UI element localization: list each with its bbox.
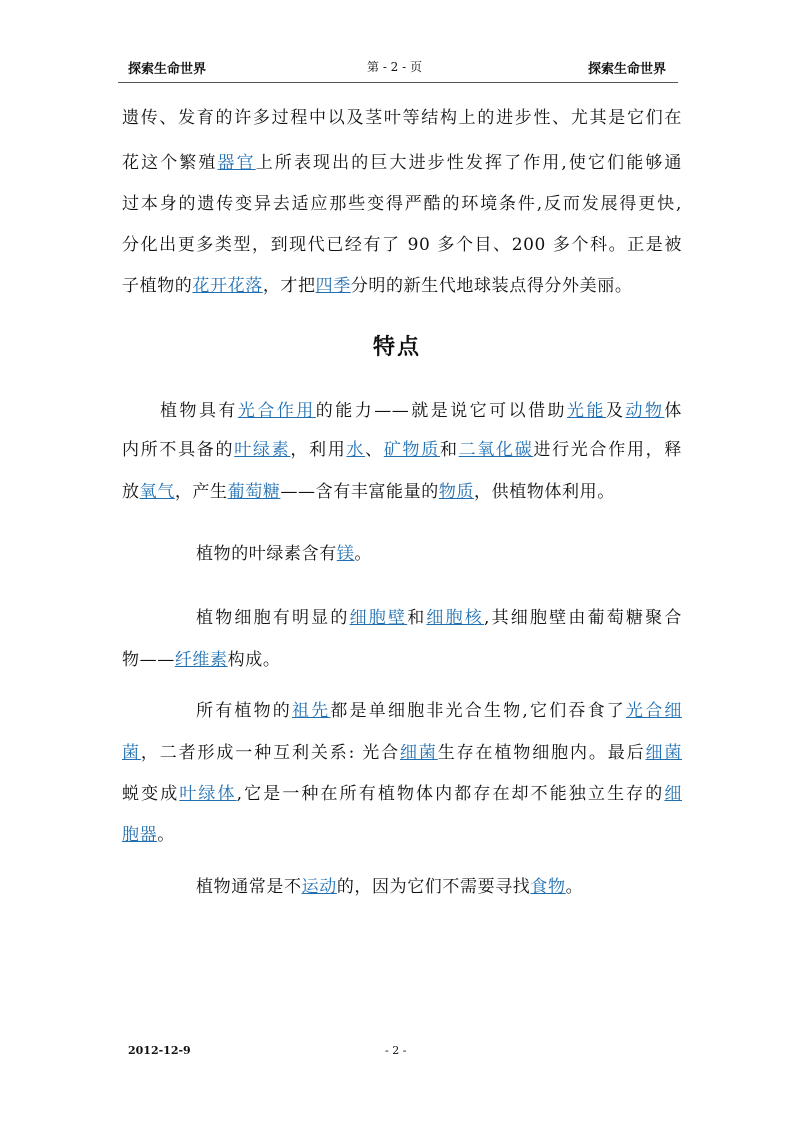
link-organ[interactable]: 器官 — [217, 153, 256, 173]
text: 及 — [605, 401, 626, 421]
header-title-left: 探索生命世界 — [128, 62, 207, 77]
text: 和 — [407, 608, 427, 628]
text: 子植物的 — [122, 276, 193, 296]
link-oxygen[interactable]: 氧气 — [139, 482, 175, 502]
paragraph-1-line-1 — [122, 107, 682, 129]
link-nucleus[interactable]: 细胞核 — [426, 608, 484, 628]
text: 进行光合作用，释 — [533, 440, 682, 460]
text: ,它是一种在所有植物体内都存在却不能独立生存的 — [236, 784, 665, 804]
section-heading: 特点 — [372, 334, 421, 360]
header-page-number: 第 - 2 - 页 — [367, 60, 423, 74]
text: 植物的叶绿素含有 — [196, 544, 337, 564]
text: 植物通常是不 — [196, 877, 302, 897]
header-title-right: 探索生命世界 — [588, 62, 667, 77]
link-photosynthetic-bacteria[interactable]: 光合细 — [626, 701, 682, 721]
link-carbon-dioxide[interactable]: 二氧化碳 — [458, 440, 534, 460]
link-substance[interactable]: 物质 — [438, 482, 475, 502]
link-bacteria-cont[interactable]: 菌 — [122, 743, 141, 763]
link-ancestor[interactable]: 祖先 — [292, 701, 331, 721]
text: 。 — [157, 825, 175, 845]
text: 物—— — [122, 650, 175, 670]
text: 分明的新生代地球装点得分外美丽。 — [350, 276, 633, 296]
paragraph-1-line-5 — [122, 275, 682, 297]
text: ，二者形成一种互利关系: 光合 — [140, 743, 400, 763]
link-organelle-cont[interactable]: 胞器 — [122, 825, 158, 845]
text: ,其细胞壁由葡萄糖聚合 — [483, 608, 682, 628]
paragraph-1-line-4 — [122, 234, 682, 256]
text: 放 — [122, 482, 140, 502]
link-light-energy[interactable]: 光能 — [567, 401, 606, 421]
paragraph-5-line-4 — [122, 824, 682, 846]
link-photosynthesis[interactable]: 光合作用 — [237, 401, 316, 421]
footer-page-number: - 2 - — [385, 1044, 407, 1057]
paragraph-5-line-1 — [196, 700, 682, 722]
text: 的能力——就是说它可以借助 — [315, 401, 568, 421]
text: 分化出更多类型，到现代已经有了 90 多个目、200 多个科。正是被 — [122, 235, 682, 255]
link-glucose[interactable]: 葡萄糖 — [227, 482, 281, 502]
paragraph-2-line-1 — [160, 400, 682, 422]
link-cellulose[interactable]: 纤维素 — [174, 650, 228, 670]
link-cell-wall[interactable]: 细胞壁 — [349, 608, 408, 628]
paragraph-1-line-3 — [122, 193, 682, 215]
text: 构成。 — [227, 650, 281, 670]
text: ——含有丰富能量的 — [280, 482, 439, 502]
link-bacteria[interactable]: 细菌 — [400, 743, 438, 763]
link-organelle[interactable]: 细 — [664, 784, 682, 804]
link-magnesium[interactable]: 镁 — [336, 544, 355, 564]
paragraph-5-line-3 — [122, 783, 682, 805]
text: 体 — [664, 401, 683, 421]
paragraph-2-line-2 — [122, 439, 682, 461]
text: 。 — [354, 544, 373, 564]
paragraph-3 — [196, 543, 682, 565]
text: 都是单细胞非光合生物,它们吞食了 — [330, 701, 626, 721]
link-flowers-bloom-fall[interactable]: 花开花落 — [192, 276, 263, 296]
paragraph-4-line-2 — [122, 649, 682, 671]
link-chloroplast[interactable]: 叶绿体 — [179, 784, 237, 804]
text: 内所不具备的 — [122, 440, 235, 460]
paragraph-4-line-1 — [196, 607, 682, 629]
link-bacteria-2[interactable]: 细菌 — [645, 743, 682, 763]
text: 上所表现出的巨大进步性发挥了作用,使它们能够通 — [255, 153, 683, 173]
link-minerals[interactable]: 矿物质 — [383, 440, 440, 460]
text: ，才把 — [262, 276, 316, 296]
link-four-seasons[interactable]: 四季 — [315, 276, 351, 296]
paragraph-5-line-2 — [122, 742, 682, 764]
paragraph-6 — [196, 876, 682, 898]
link-food[interactable]: 食物 — [530, 877, 566, 897]
text: 蜕变成 — [122, 784, 180, 804]
paragraph-2-line-3 — [122, 481, 682, 503]
header-divider — [118, 82, 678, 83]
text: ，利用 — [290, 440, 347, 460]
text: 遗传、发育的许多过程中以及茎叶等结构上的进步性、尤其是它们在 — [122, 108, 682, 128]
link-chlorophyll[interactable]: 叶绿素 — [234, 440, 291, 460]
link-movement[interactable]: 运动 — [301, 877, 337, 897]
text: 。 — [565, 877, 584, 897]
link-water[interactable]: 水 — [346, 440, 366, 460]
text: ，产生 — [174, 482, 228, 502]
text: 植物具有 — [160, 401, 238, 421]
text: 植物细胞有明显的 — [196, 608, 350, 628]
text: 、 — [365, 440, 384, 460]
text: ，供植物体利用。 — [474, 482, 615, 502]
text: 生存在植物细胞内。最后 — [437, 743, 646, 763]
footer-date: 2012-12-9 — [128, 1044, 191, 1057]
text: 所有植物的 — [196, 701, 292, 721]
text: 过本身的遗传变异去适应那些变得严酷的环境条件,反而发展得更快, — [122, 194, 682, 214]
text: 和 — [439, 440, 459, 460]
text: 的，因为它们不需要寻找 — [336, 877, 531, 897]
link-animal[interactable]: 动物 — [625, 401, 665, 421]
text: 花这个繁殖 — [122, 153, 218, 173]
paragraph-1-line-2 — [122, 152, 682, 174]
